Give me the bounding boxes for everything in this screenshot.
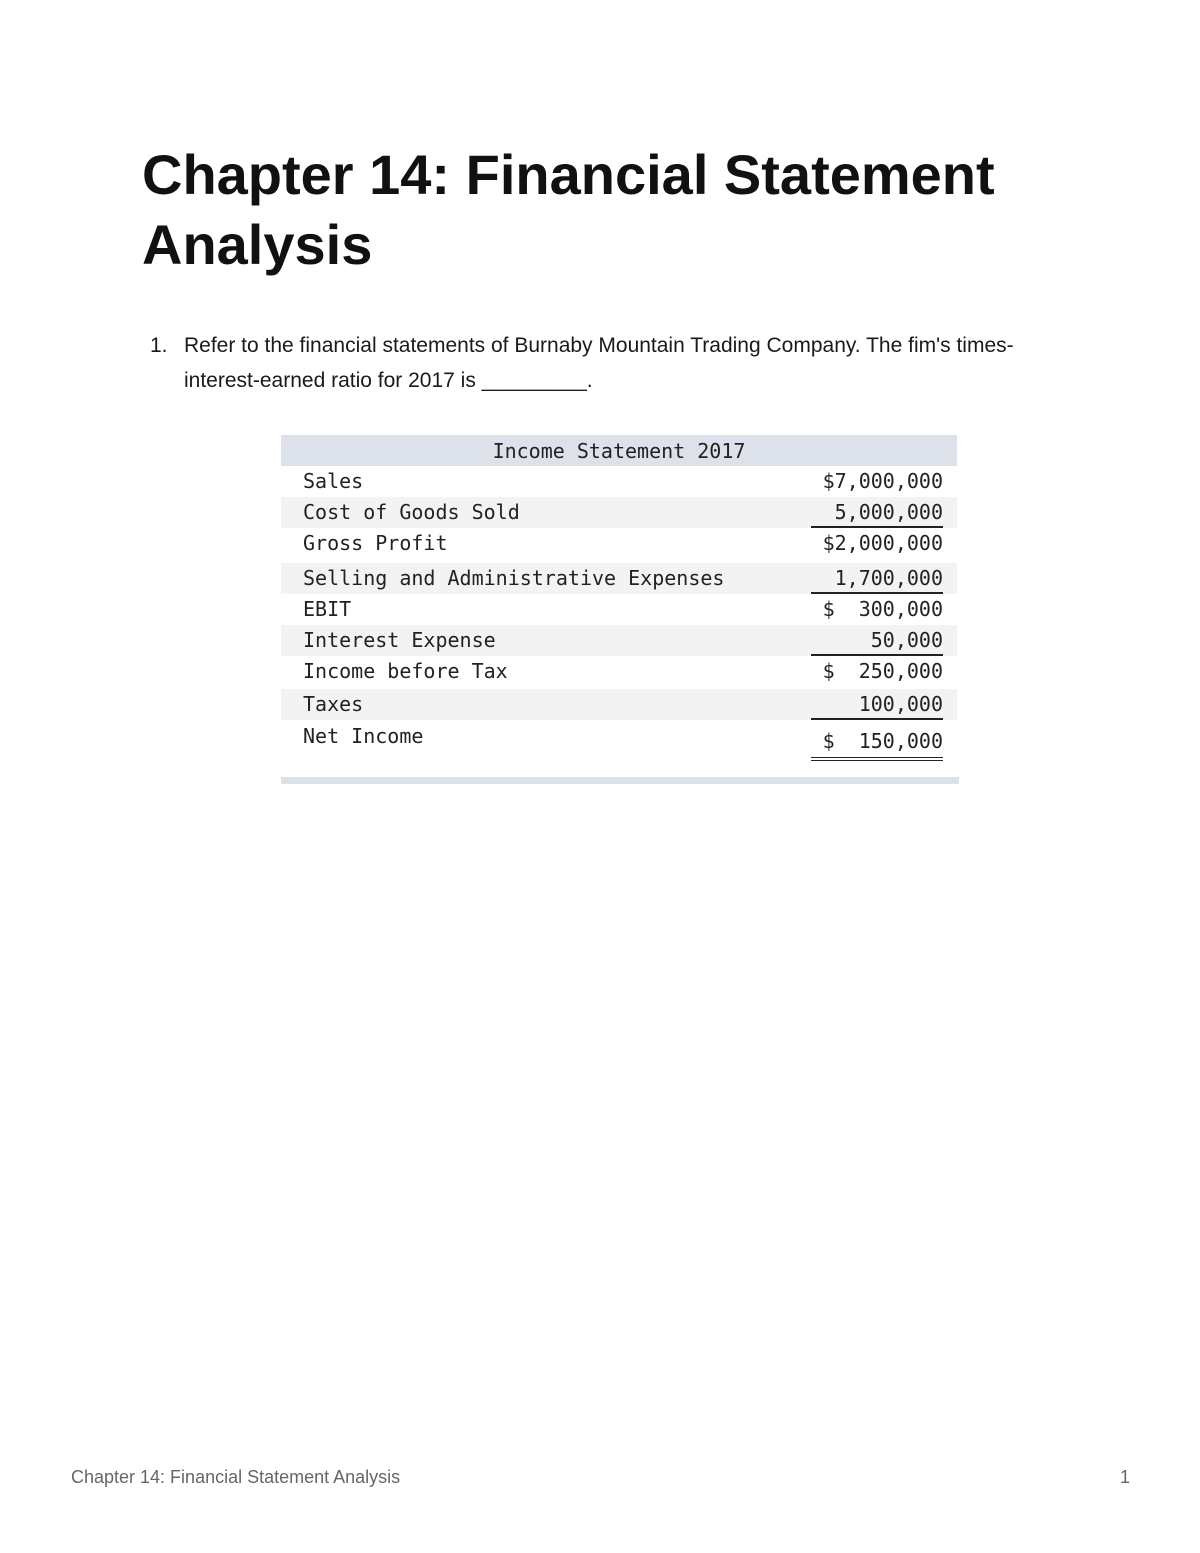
table-row: [281, 625, 957, 656]
table-row: [281, 528, 957, 559]
table-row: [281, 721, 957, 752]
row-value-net-income: $ 150,000: [811, 727, 943, 761]
row-label-gross-profit: Gross Profit: [303, 531, 448, 555]
table-row: [281, 563, 957, 594]
row-value-ebit: $ 300,000: [822, 597, 943, 621]
table-row: [281, 689, 957, 720]
table-row: [281, 594, 957, 625]
row-label-net-income: Net Income: [303, 724, 424, 748]
row-value-interest: 50,000: [811, 626, 943, 656]
footer-title: Chapter 14: Financial Statement Analysis: [71, 1467, 401, 1487]
table-row: [281, 497, 957, 528]
row-value-sales: $7,000,000: [822, 469, 943, 493]
row-label-ebit: EBIT: [303, 597, 352, 621]
income-statement-header: Income Statement 2017: [281, 435, 957, 466]
table-row: [281, 466, 957, 497]
table-bottom-bar: [281, 777, 959, 784]
question-number: 1.: [150, 334, 168, 357]
row-value-cogs: 5,000,000: [811, 498, 943, 528]
page-title: Chapter 14: Financial Statement Analysis: [142, 143, 995, 276]
row-label-interest: Interest Expense: [303, 628, 496, 652]
page-number: 1: [1119, 1467, 1130, 1487]
question-text: Refer to the financial statements of Burnaby Mountain Trading Company. The fim's times-interest-earned ratio for 2017 is _________.: [184, 334, 1014, 392]
table-row: [281, 656, 957, 687]
row-value-taxes: 100,000: [811, 690, 943, 720]
row-value-gross-profit: $2,000,000: [822, 531, 943, 555]
row-value-income-before-tax: $ 250,000: [822, 659, 943, 683]
row-label-sga: Selling and Administrative Expenses: [303, 566, 725, 590]
row-label-taxes: Taxes: [303, 692, 364, 716]
row-label-sales: Sales: [303, 469, 364, 493]
row-label-income-before-tax: Income before Tax: [303, 659, 508, 683]
income-statement-table: [281, 435, 959, 785]
row-value-sga: 1,700,000: [811, 564, 943, 594]
row-label-cogs: Cost of Goods Sold: [303, 500, 520, 524]
